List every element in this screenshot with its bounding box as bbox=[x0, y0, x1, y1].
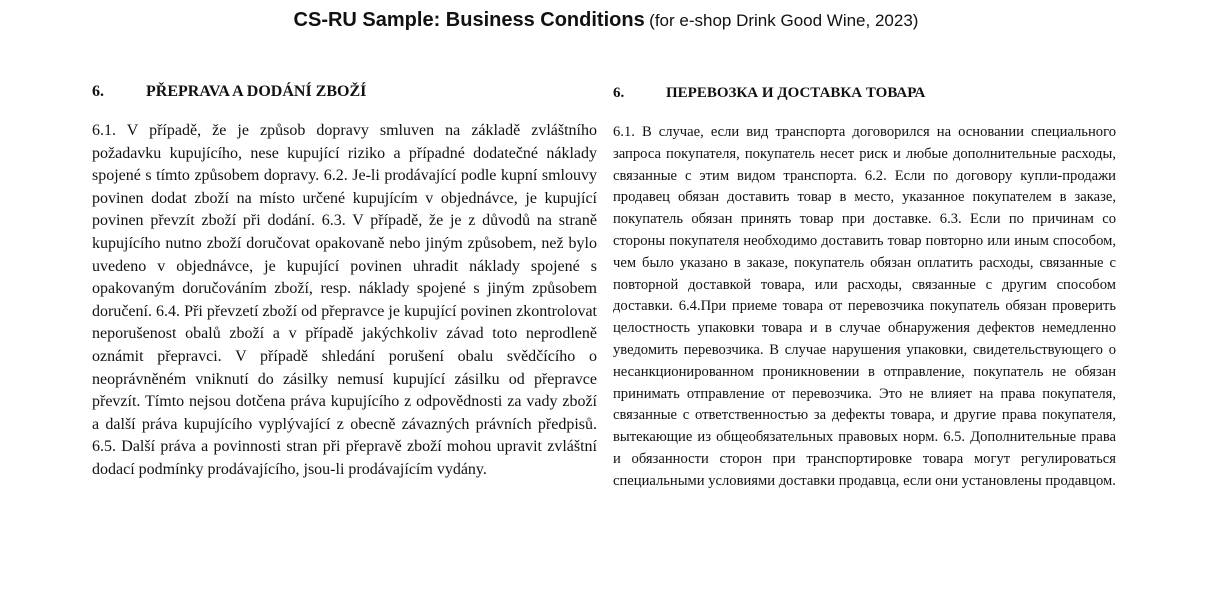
russian-section-heading bbox=[613, 85, 1116, 102]
czech-column bbox=[92, 80, 597, 482]
title-main: CS-RU Sample: Business Conditions bbox=[293, 9, 645, 31]
russian-column bbox=[613, 80, 1116, 493]
russian-section-title: ПЕРЕВОЗКА И ДОСТАВКА ТОВАРА bbox=[666, 85, 926, 101]
czech-section-title: PŘEPRAVA A DODÁNÍ ZBOŽÍ bbox=[146, 83, 367, 100]
title-subtitle: (for e-shop Drink Good Wine, 2023) bbox=[649, 11, 919, 30]
czech-section-text: 6.1. V případě, že je způsob dopravy smluven na základě zvláštního požadavku kupujícího, nese kupující riziko a případné dodatečné náklady spojené s tímto způsobem dopravy. 6.2. Je-li prodávající podle kupní smlouvy povinen dodat zboží na místo určené kupujícím v objednávce, je kupující povinen převzít zboží při dodání. 6.3. V případě, že je z důvodů na straně kupujícího nutno zboží doručovat opakovaně nebo jiným způsobem, než bylo uvedeno v objednávce, je kupující povinen uhradit náklady spojené s opakovaným doručováním zboží, resp. náklady spojené s jiným způsobem doručení. 6.4. Při převzetí zboží od přepravce je kupující povinen zkontrolovat neporušenost obalů zboží a v případě jakýchkoliv závad toto neprodleně oznámit přepravci. V případě shledání porušení obalu svědčícího o neoprávněném vniknutí do zásilky nemusí kupující zásilku od přepravce převzít. Tímto nejsou dotčena práva kupujícího z odpovědnosti za vady zboží a další práva kupujícího vyplývající z obecně závazných právních předpisů. 6.5. Další práva a povinnosti stran při přepravě zboží mohou upravit zvláštní dodací podmínky prodávajícího, jsou-li prodávajícím vydány. bbox=[92, 122, 597, 478]
czech-section-heading bbox=[92, 83, 597, 101]
russian-section-text: 6.1. В случае, если вид транспорта договорился на основании специального запроса покупателя, покупатель несет риск и любые дополнительные расходы, связанные с этим видом транспорта. 6.2. Если по договору купли-продажи продавец обязан доставить товар в место, указанное покупателем в заказе, покупатель обязан принять товар при доставке. 6.3. Если по причинам со стороны покупателя необходимо доставить товар повторно или иным способом, чем было указано в заказе, покупатель обязан оплатить расходы, связанные с повторной доставкой товара, или расходы, связанные с другим способом доставки. 6.4.При приеме товара от перевозчика покупатель обязан проверить целостность упаковки товара и в случае обнаружения дефектов немедленно уведомить перевозчика. В случае нарушения упаковки, свидетельствующего о несанкционированном проникновении в отправление, покупатель не обязан принимать отправление от перевозчика. Это не влияет на права покупателя, связанные с ответственностью за дефекты товара, и другие права покупателя, вытекающие из общеобязательных правовых норм. 6.5. Дополнительные права и обязанности сторон при транспортировке товара могут регулироваться специальными условиями доставки продавца, если они установлены продавцом. bbox=[613, 124, 1116, 489]
page-title bbox=[0, 9, 1212, 32]
russian-section-number: 6. bbox=[613, 85, 625, 101]
czech-section-number: 6. bbox=[92, 83, 104, 100]
